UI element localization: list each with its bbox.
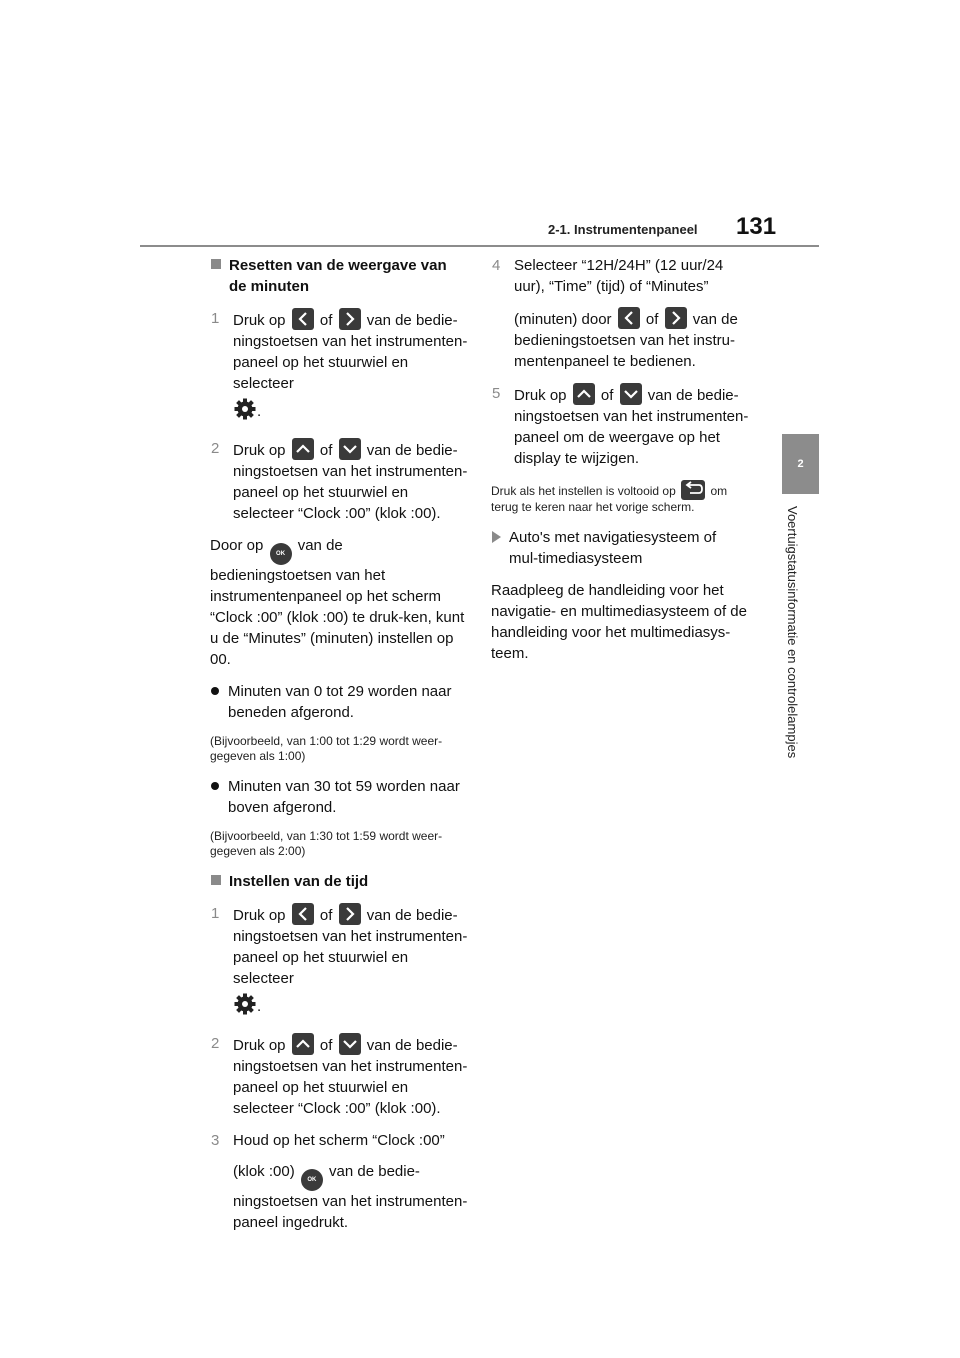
back-button-icon	[681, 480, 705, 500]
bullet-dot-icon	[211, 687, 219, 695]
chapter-tab: 2	[782, 434, 819, 494]
note-round-up: (Bijvoorbeeld, van 1:30 tot 1:59 wordt weer-gegeven als 2:00)	[210, 829, 443, 858]
step-5: 5 Druk op of van de bedie-ningstoetsen van het instrumenten-paneel om de weergave op het display te wijzigen.	[492, 385, 749, 467]
ok-button-icon: OK	[270, 543, 292, 565]
down-arrow-button-icon	[339, 1033, 361, 1055]
step-1-reset: 1 Druk op of van de bedie-ningstoetsen van het instrumenten-paneel op het stuurwiel en selecteer .	[211, 310, 468, 420]
down-arrow-button-icon	[620, 383, 642, 405]
heading-reset-minutes: Resetten van de weergave van de minuten	[210, 255, 468, 297]
note-round-down: (Bijvoorbeeld, van 1:00 tot 1:29 wordt weer-gegeven als 1:00)	[210, 734, 443, 763]
bullet-round-up: Minuten van 30 tot 59 worden naar boven afgerond.	[210, 776, 468, 818]
up-arrow-button-icon	[292, 438, 314, 460]
gear-icon	[233, 397, 257, 421]
right-arrow-button-icon	[339, 308, 361, 330]
section-title: 2-1. Instrumentenpaneel	[548, 222, 698, 237]
right-column	[491, 255, 749, 675]
left-arrow-button-icon	[292, 903, 314, 925]
right-arrow-button-icon	[339, 903, 361, 925]
up-arrow-button-icon	[573, 383, 595, 405]
chapter-title: Voertuigstatusinformatie en controlelampjes	[785, 506, 800, 759]
heading-set-time: Instellen van de tijd	[210, 871, 468, 892]
step-4: 4 Selecteer “12H/24H” (12 uur/24 uur), “Time” (tijd) of “Minutes” (minuten) door of van de bedieningstoetsen van het instru-mentenpaneel te bedienen.	[492, 257, 738, 370]
heading-square-icon	[211, 875, 221, 885]
gear-icon	[233, 992, 257, 1016]
step-3-time: 3 Houd op het scherm “Clock :00” (klok :00) OK van de bedie-ningstoetsen van het instrumenten-paneel ingedrukt.	[211, 1132, 468, 1231]
step-2-time: 2 Druk op of van de bedie-ningstoetsen van het instrumenten-paneel op het stuurwiel en selecteer “Clock :00” (klok :00).	[211, 1035, 468, 1117]
down-arrow-button-icon	[339, 438, 361, 460]
arrow-triangle-icon	[492, 531, 501, 543]
bullet-dot-icon	[211, 782, 219, 790]
arrow-item-navigation: Auto's met navigatiesysteem of mul-timediasysteem	[491, 527, 749, 569]
step-1-time: 1 Druk op of van de bedie-ningstoetsen van het instrumenten-paneel op het stuurwiel en selecteer .	[211, 905, 468, 1015]
return-note: Druk als het instellen is voltooid op om terug te keren naar het vorige scherm.	[491, 480, 749, 515]
left-column	[210, 255, 468, 1244]
up-arrow-button-icon	[292, 1033, 314, 1055]
left-arrow-button-icon	[292, 308, 314, 330]
page-number: 131	[736, 213, 777, 240]
reset-description: Door op OK van de bedieningstoetsen van het instrumentenpaneel op het scherm “Clock :00” (klok :00) te druk-ken, kunt u de “Minutes” (minuten) instellen op 00.	[210, 537, 465, 668]
header-divider	[140, 245, 819, 247]
step-2-reset: 2 Druk op of van de bedie-ningstoetsen van het instrumenten-paneel op het stuurwiel en selecteer “Clock :00” (klok :00).	[211, 440, 468, 522]
heading-square-icon	[211, 259, 221, 269]
left-arrow-button-icon	[618, 307, 640, 329]
right-arrow-button-icon	[665, 307, 687, 329]
ok-button-icon: OK	[301, 1169, 323, 1191]
bullet-round-down: Minuten van 0 tot 29 worden naar beneden afgerond.	[210, 681, 468, 723]
navigation-reference: Raadpleeg de handleiding voor het navigatie- en multimediasysteem of de handleiding voor het multimediasys-teem.	[491, 582, 747, 662]
